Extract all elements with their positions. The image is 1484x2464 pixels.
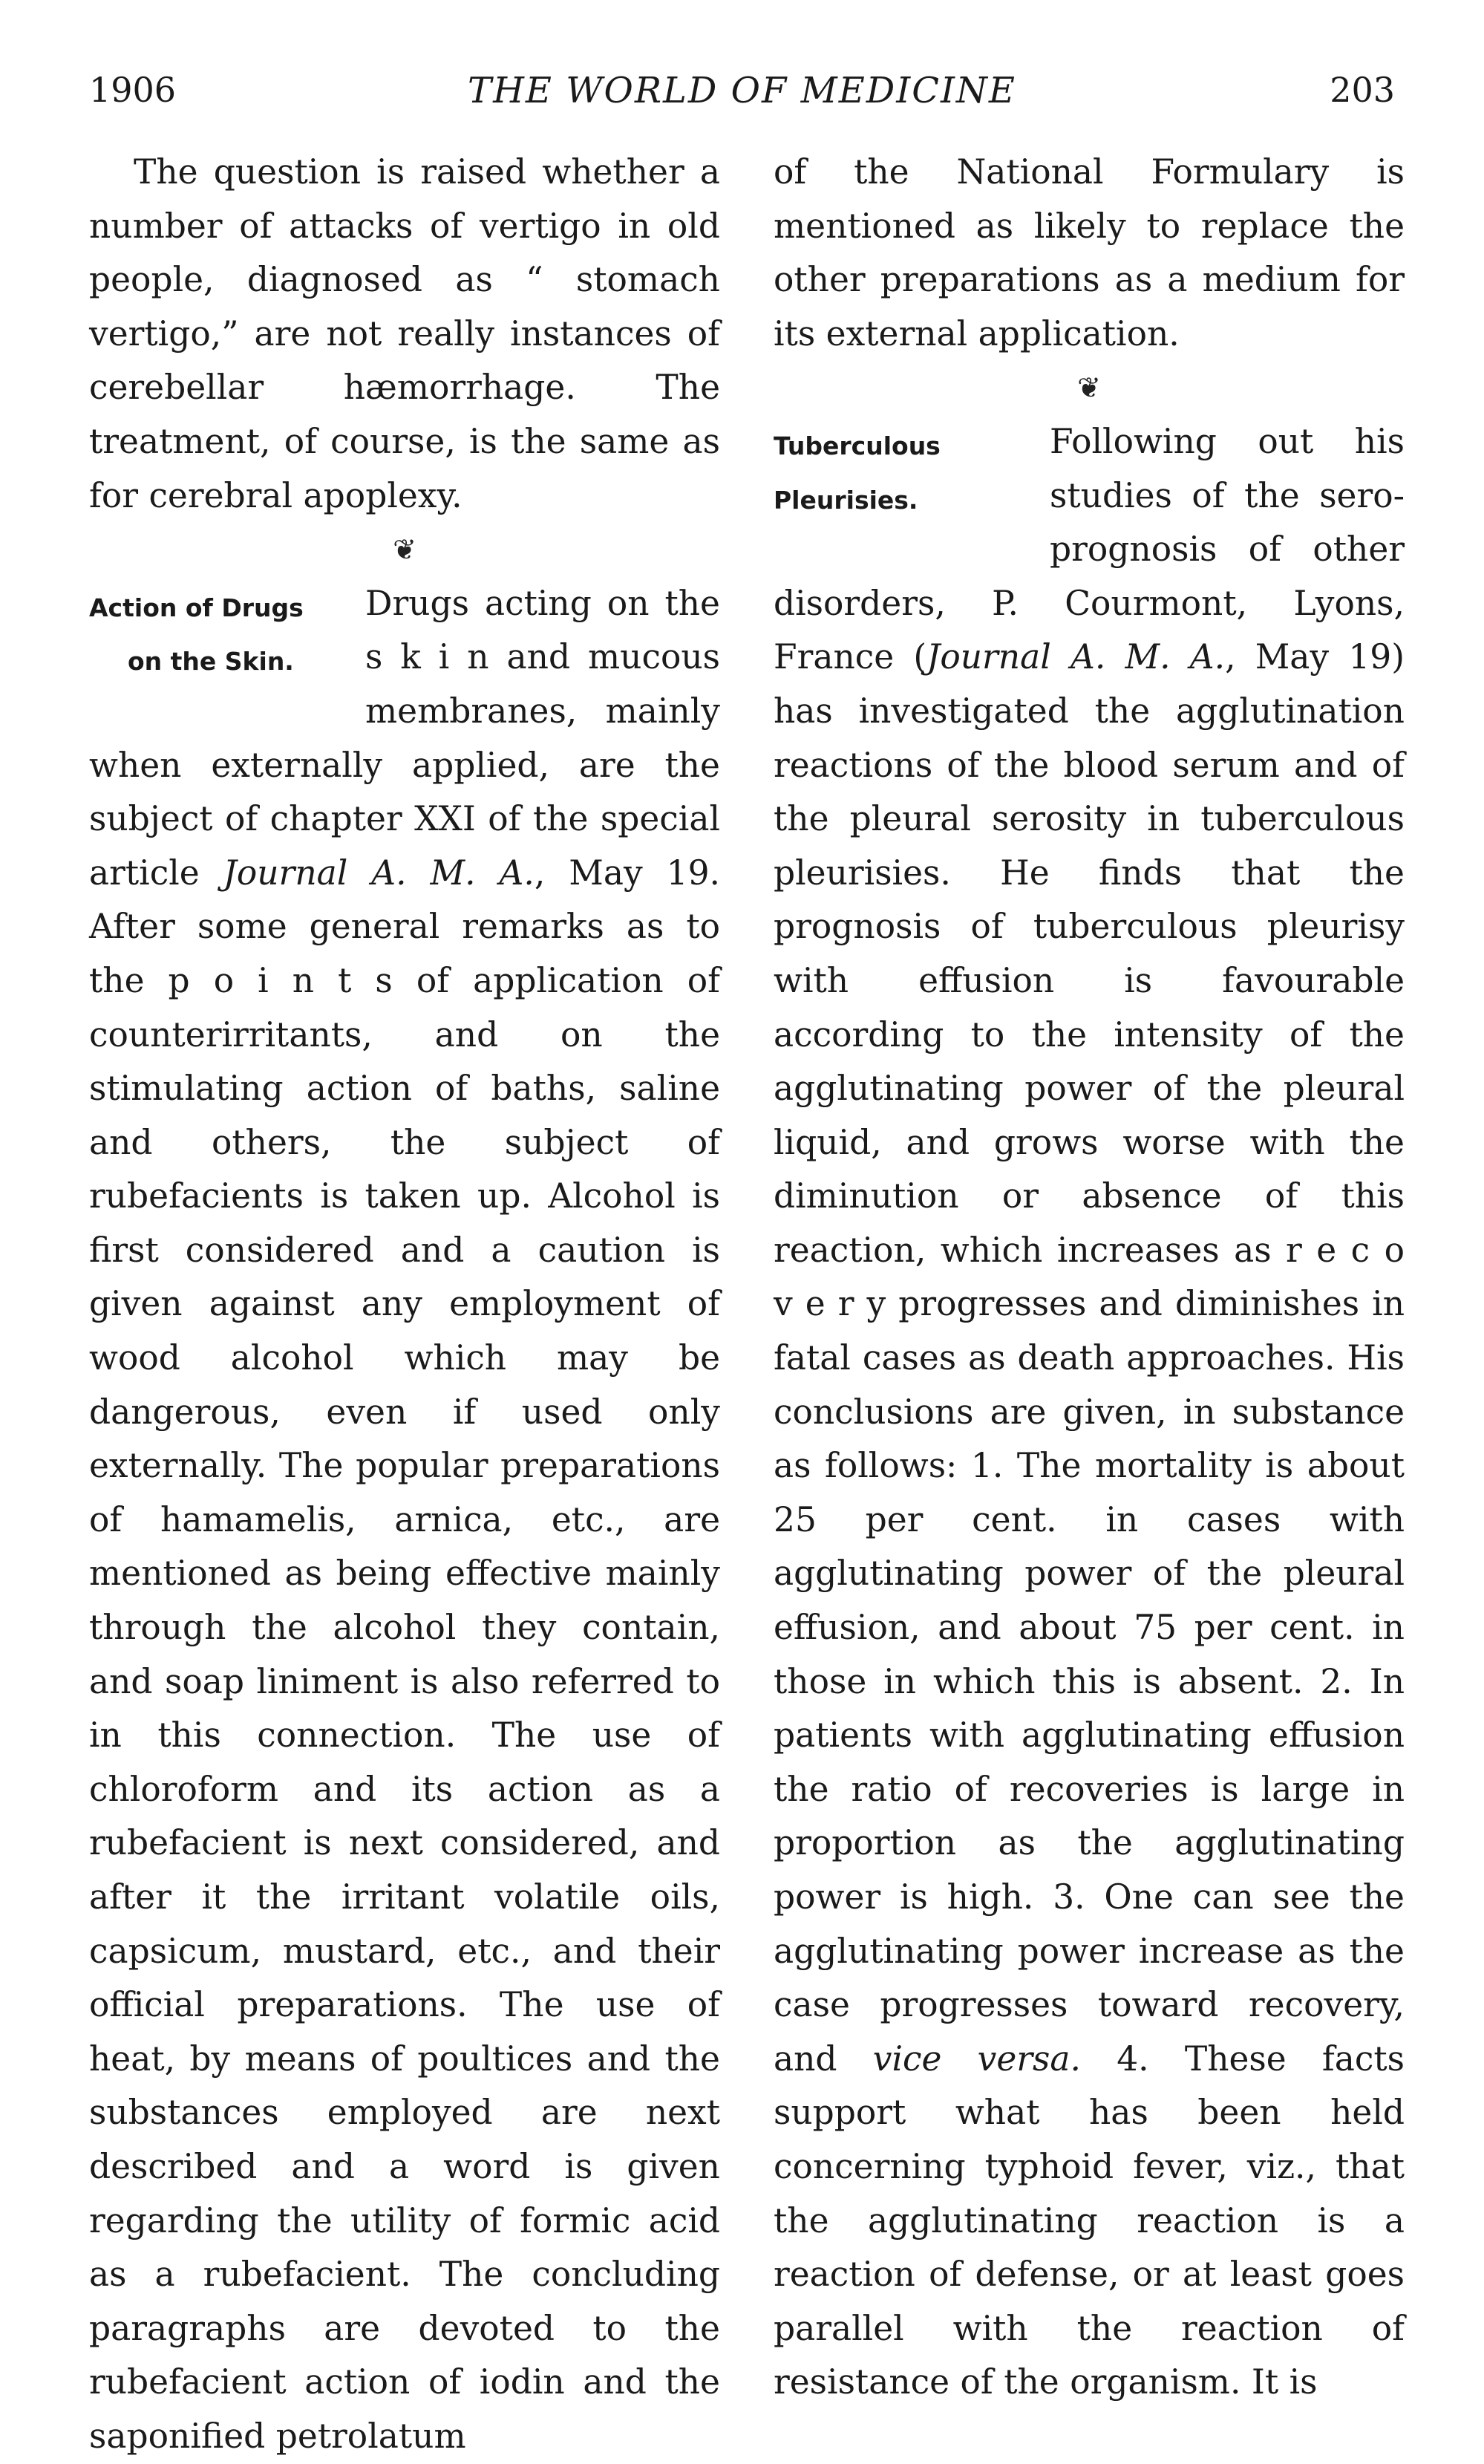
text-run: Following out his studies of the sero-prognosis of other disorders, P. Courmont, Lyons, France ( bbox=[774, 421, 1405, 677]
text-run: , May 19) has investigated the agglutination reactions of the blood serum and of the pleural serosity in tuberculous pleurisies. He finds that the prognosis of tuberculous pleurisy with effusion is favourable according to the intensity of the agglutinating power of the pleural liquid, and grows worse with the diminution or absence of this reaction, which increases as r e c o v e r y progresses and diminishes in fatal cases as death approaches. His conclusions are given, in substance as follows: 1. The mortality is about 25 per cent. in cases with agglutinating power of the pleural effusion, and about 75 per cent. in those in which this is absent. 2. In patients with agglutinating effusion the ratio of recoveries is large in proportion as the agglutinating power is high. 3. One can see the agglutinating power increase as the case progresses toward recovery, and bbox=[774, 637, 1405, 2079]
journal-title: Journal A. M. A. bbox=[926, 637, 1226, 677]
header-title: THE WORLD OF MEDICINE bbox=[468, 70, 1016, 111]
side-heading-tuberculous-pleurisies bbox=[774, 420, 1050, 527]
side-heading-line: Pleurisies. bbox=[774, 485, 918, 515]
latin-phrase: vice versa. bbox=[872, 2038, 1081, 2079]
side-heading-action-of-drugs bbox=[89, 581, 365, 689]
fleuron-ornament-icon: ❦ bbox=[1077, 371, 1101, 405]
paragraph-formulary-continued: of the National Formulary is mentioned as likely to replace the other preparations as a medium for its external application. bbox=[774, 152, 1405, 353]
text-run: Drugs acting on the s k i n and mucous membranes, mainly when externally applied, are the subject of chapter XXI of the special article bbox=[89, 583, 720, 893]
running-header bbox=[0, 70, 1484, 122]
paragraph-tuberculous-pleurisies bbox=[774, 415, 1405, 2410]
paragraph-drugs-on-skin bbox=[89, 577, 720, 2464]
side-heading-line: Tuberculous bbox=[774, 431, 941, 460]
paragraph-vertigo: The question is raised whether a number of attacks of vertigo in old people, diagnosed as “ stomach vertigo,” are not really instances of cerebellar hæmorrhage. The treatment, of course, is the same as for cerebral apoplexy. bbox=[89, 152, 720, 515]
journal-title: Journal A. M. A. bbox=[223, 853, 535, 893]
header-year: 1906 bbox=[89, 70, 177, 110]
side-heading-line: on the Skin. bbox=[128, 647, 294, 677]
right-column bbox=[774, 146, 1405, 2410]
side-heading-line: Action of Drugs bbox=[89, 593, 304, 622]
fleuron-ornament-icon: ❦ bbox=[393, 533, 416, 567]
text-run: 4. These facts support what has been held concerning typhoid fever, viz., that the agglutinating reaction is a reaction of defense, or at least goes parallel with the reaction of resistance of the organism. It is bbox=[774, 2038, 1405, 2402]
left-column bbox=[89, 146, 720, 2464]
header-page-number: 203 bbox=[1330, 70, 1395, 110]
text-run: , May 19. After some general remarks as to the p o i n t s of application of counterirritants, and on the stimulating action of baths, saline and others, the subject of rubefacients is taken up. Alcohol is first considered and a caution is given against any employment of wood alcohol which may be dangerous, even if used only externally. The popular preparations of hamamelis, arnica, etc., are mentioned as being effective mainly through the alcohol they contain, and soap liniment is also referred to in this connection. The use of chloroform and its action as a rubefacient is next considered, and after it the irritant volatile oils, capsicum, mustard, etc., and their official preparations. The use of heat, by means of poultices and the substances employed are next described and a word is given regarding the utility of formic acid as a rubefacient. The concluding paragraphs are devoted to the rubefacient action of iodin and the saponified petrolatum bbox=[89, 853, 720, 2456]
